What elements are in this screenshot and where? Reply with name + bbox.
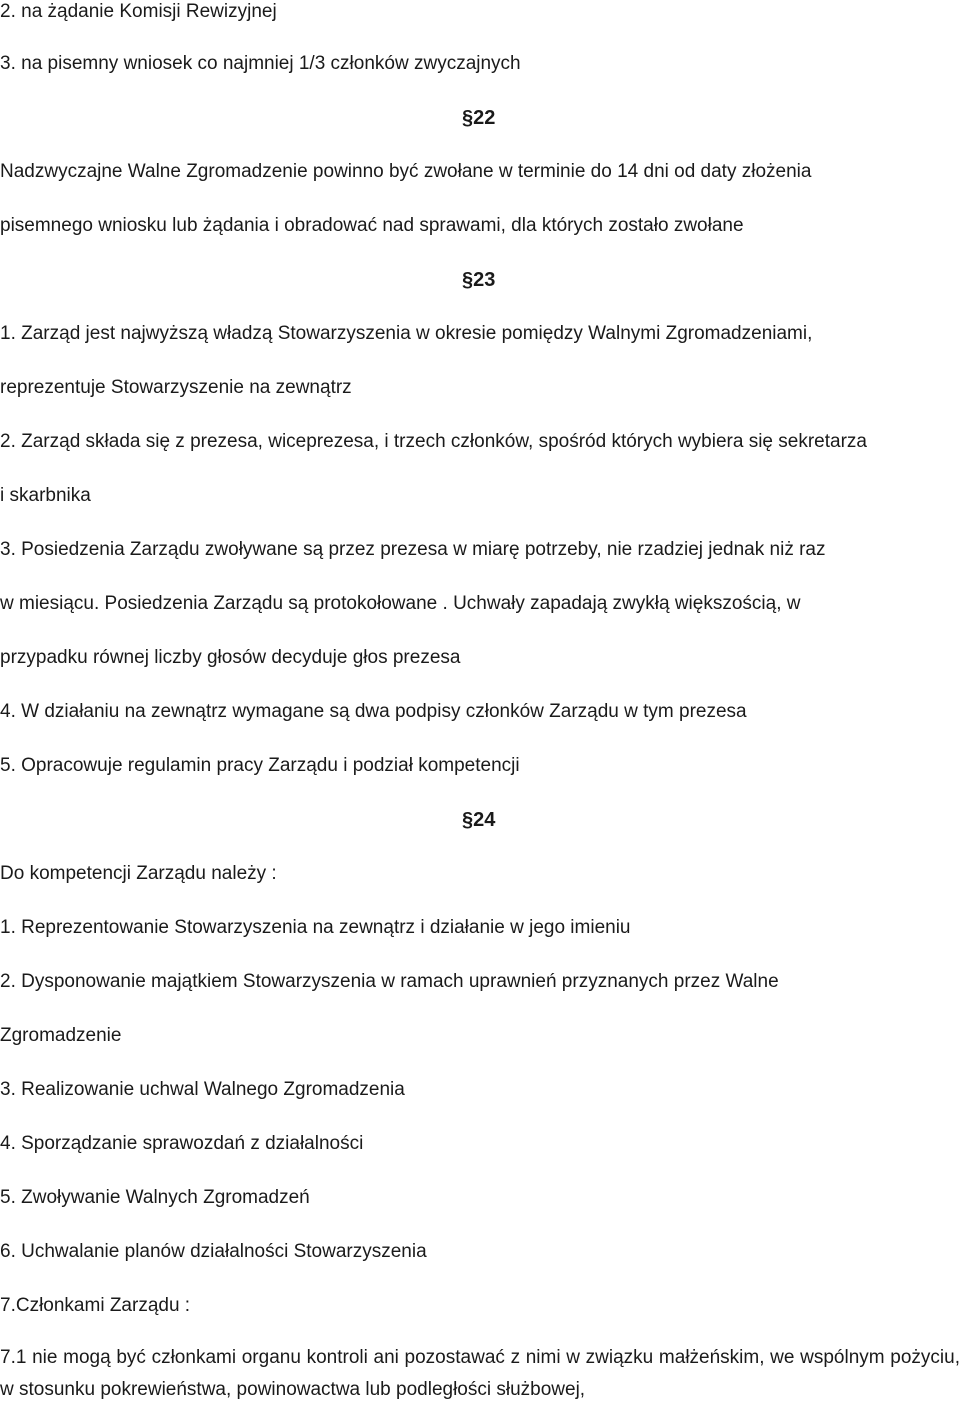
list-item-continuation: przypadku równej liczby głosów decyduje głos prezesa: [0, 647, 461, 668]
list-item: 5. Opracowuje regulamin pracy Zarządu i podział kompetencji: [0, 755, 520, 776]
section-heading-24: §24: [462, 809, 496, 831]
list-item: 4. Sporządzanie sprawozdań z działalności: [0, 1133, 364, 1154]
list-item: 3. Realizowanie uchwal Walnego Zgromadzenia: [0, 1079, 405, 1100]
list-item: 3. na pisemny wniosek co najmniej 1/3 członków zwyczajnych: [0, 53, 521, 74]
paragraph-line: Nadzwyczajne Walne Zgromadzenie powinno być zwołane w terminie do 14 dni od daty złożenia: [0, 161, 812, 182]
list-item: 5. Zwoływanie Walnych Zgromadzeń: [0, 1187, 310, 1208]
list-item: 1. Zarząd jest najwyższą władzą Stowarzyszenia w okresie pomiędzy Walnymi Zgromadzeniami,: [0, 323, 813, 344]
list-item: 1. Reprezentowanie Stowarzyszenia na zewnątrz i działanie w jego imieniu: [0, 917, 631, 938]
list-item: 7.Członkami Zarządu :: [0, 1295, 191, 1316]
list-item: 3. Posiedzenia Zarządu zwoływane są przez prezesa w miarę potrzeby, nie rzadziej jednak niż raz: [0, 539, 826, 560]
final-paragraph: 7.1 nie mogą być członkami organu kontroli ani pozostawać z nimi w związku małżeńskim, we wspólnym pożyciu, w stosunku pokrewieństwa, powinowactwa lub podległości służbowej,: [0, 1347, 960, 1400]
list-item: 6. Uchwalanie planów działalności Stowarzyszenia: [0, 1241, 427, 1262]
list-item: 2. na żądanie Komisji Rewizyjnej: [0, 1, 277, 22]
list-item-continuation: Zgromadzenie: [0, 1025, 122, 1046]
list-item-continuation: w miesiącu. Posiedzenia Zarządu są protokołowane . Uchwały zapadają zwykłą większością, w: [0, 593, 801, 614]
paragraph-line: Do kompetencji Zarządu należy :: [0, 863, 277, 884]
section-heading-23: §23: [462, 269, 496, 291]
paragraph-line: pisemnego wniosku lub żądania i obradować nad sprawami, dla których zostało zwołane: [0, 215, 744, 236]
list-item: 2. Dysponowanie majątkiem Stowarzyszenia w ramach uprawnień przyznanych przez Walne: [0, 971, 779, 992]
list-item-continuation: i skarbnika: [0, 485, 91, 506]
list-item-continuation: reprezentuje Stowarzyszenie na zewnątrz: [0, 377, 352, 398]
section-heading-22: §22: [462, 107, 496, 129]
list-item: 2. Zarząd składa się z prezesa, wiceprezesa, i trzech członków, spośród których wybiera się sekretarza: [0, 431, 867, 452]
list-item: 4. W działaniu na zewnątrz wymagane są dwa podpisy członków Zarządu w tym prezesa: [0, 701, 747, 722]
